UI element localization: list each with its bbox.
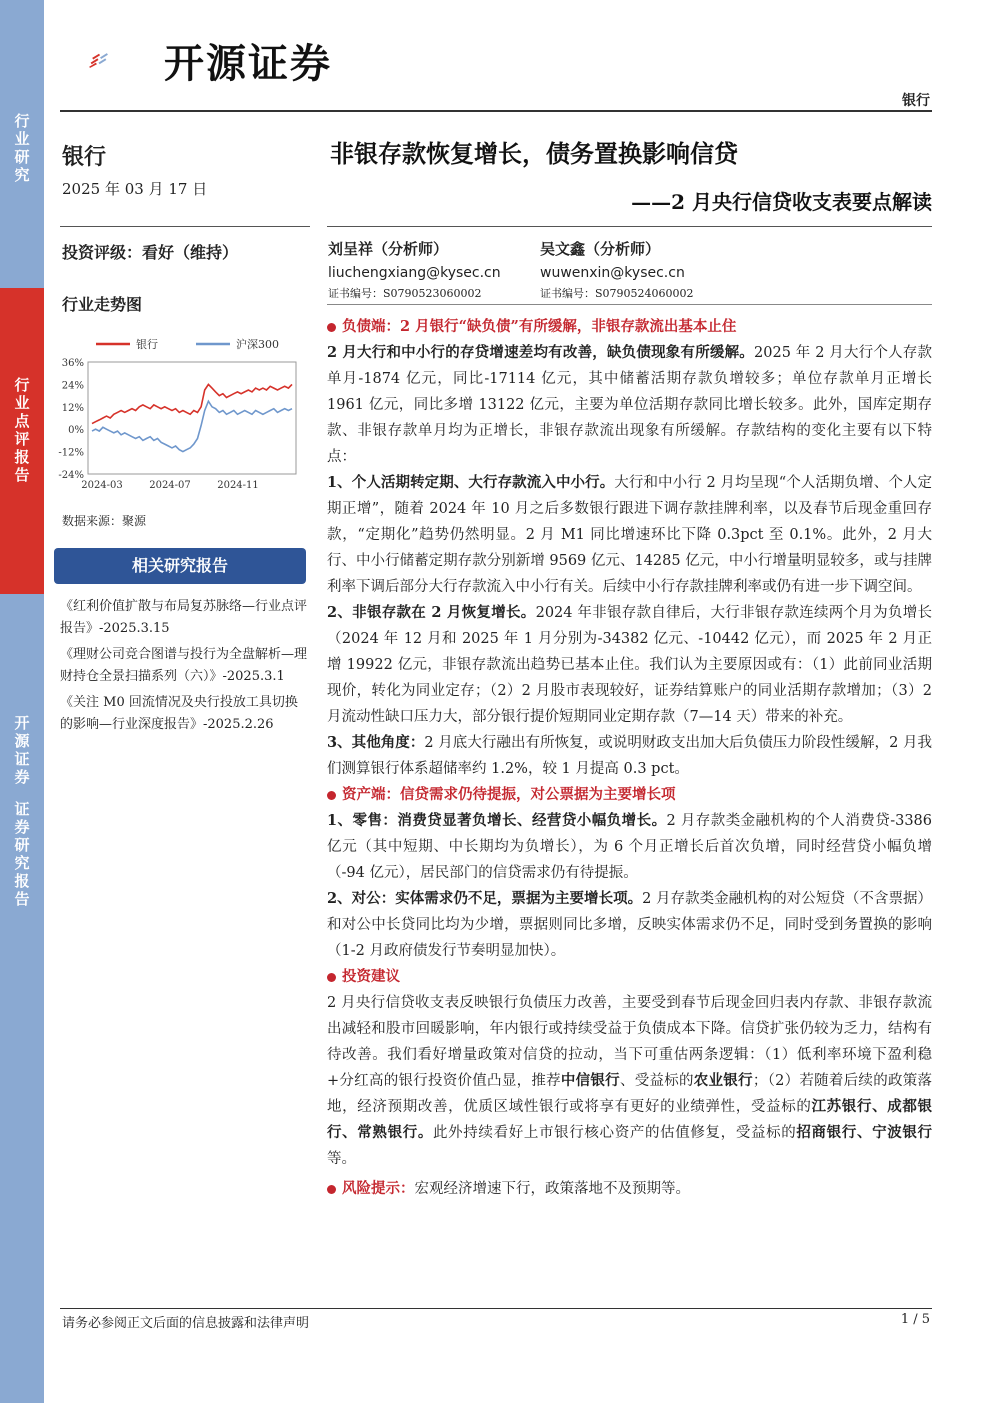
related-report-1[interactable]: 《红利价值扩散与布局复苏脉络—行业点评报告》-2025.3.15 [60, 599, 308, 636]
trend-chart [56, 330, 310, 500]
analyst-rule [327, 304, 932, 305]
section-investment: 投资建议 [327, 964, 932, 990]
sidebar-label-research: 行业研究 [14, 112, 30, 184]
report-subtitle: ——2 月央行信贷收支表要点解读 [631, 190, 932, 214]
paragraph-3: 2、非银存款在 2 月恢复增长。2024 年非银存款自律后，大行非银存款连续两个月为负增长（2024 年 12 月和 2025 年 1 月分别为-34382 亿元、-10442 亿元），而 2025 年 2 月正增 19922 亿元，非银存款流出趋势已基本止住。我们认为主要原因或有：（1）此前同业活期现价，转化为同业定存；（2）2 月股市表现较好，证券结算账户的同业活期存款增加；（3）2 月流动性缺口压力大，部分银行提价短期同业定期存款（7—14 天）带来的补充。 [327, 604, 932, 725]
trend-title: 行业走势图 [62, 295, 143, 314]
analyst-1-email[interactable]: liuchengxiang@kysec.cn [328, 265, 501, 281]
analyst-1-cert: 证书编号：S0790523060002 [328, 287, 482, 300]
related-reports-list [60, 596, 308, 740]
related-reports-banner: 相关研究报告 [54, 548, 306, 584]
analyst-2-cert: 证书编号：S0790524060002 [540, 287, 694, 300]
paragraph-2: 1、个人活期转定期、大行存款流入中小行。大行和中小行 2 月均呈现“个人活期负增、个人定期正增”，随着 2024 年 10 月之后多数银行跟进下调存款挂牌利率，以及春节后现金重回存款，“定期化”趋势仍然明显。2 月 M1 同比增速环比下降 0.3pct 至 0.1%。此外，2 月大行、中小行储蓄定期存款分别新增 9569 亿元、14285 亿元，中小行增量明显较多，或与挂牌利率下调后部分大行存款流入中小行有关。后续中小行存款挂牌利率或仍有进一步下调空间。 [327, 474, 932, 595]
header-category: 银行 [902, 93, 930, 109]
x-tick-label: 2024-11 [217, 480, 259, 491]
paragraph-6: 2、对公：实体需求仍不足，票据为主要增长项。2 月存款类金融机构的对公短贷（不含票据）和对公中长贷同比均为少增，票据则同比多增，反映实体需求仍不足，同时受到务置换的影响（1-2 月政府债发行节奏明显加快）。 [327, 890, 932, 959]
series-line-2 [92, 401, 292, 451]
x-tick-label: 2024-07 [149, 480, 191, 491]
brand-logo-icon [88, 30, 164, 90]
legend-label: 银行 [136, 338, 158, 351]
report-title: 非银存款恢复增长，债务置换影响信贷 [330, 139, 738, 168]
analyst-1 [328, 238, 501, 301]
y-tick-label: 12% [61, 402, 84, 414]
bullet-icon [327, 973, 336, 982]
chart-source: 数据来源：聚源 [62, 514, 147, 528]
section-risk: 风险提示：宏观经济增速下行，政策落地不及预期等。 [327, 1176, 932, 1202]
paragraph-1: 2 月大行和中小行的存贷增速差均有改善，缺负债现象有所缓解。2025 年 2 月大行个人存款单月-1874 亿元，同比-17114 亿元，其中储蓄活期存款负增较多；单位存款单月正增长 1961 亿元，同比多增 13122 亿元，主要为单位活期存款同比增长较多。此外，国库定期存款、非银存款单月均为正增长，非银存款流出现象有所缓解。存款结构的变化主要有以下特点： [327, 344, 932, 465]
footer-rule [60, 1308, 932, 1309]
report-date: 2025 年 03 月 17 日 [62, 180, 208, 198]
y-tick-label: 0% [68, 425, 84, 437]
bullet-icon [327, 1185, 336, 1194]
sidebar-label-report-type: 行业点评报告 [14, 376, 30, 484]
industry-label: 银行 [62, 144, 107, 170]
footer-disclaimer[interactable]: 请务必参阅正文后面的信息披露和法律声明 [62, 1316, 310, 1331]
analyst-2-email[interactable]: wuwenxin@kysec.cn [540, 265, 685, 281]
y-tick-label: -12% [58, 447, 84, 459]
paragraph-7: 2 月央行信贷收支表反映银行负债压力改善，主要受到春节后现金回归表内存款、非银存款流出减轻和股市回暖影响，年内银行或持续受益于负债成本下降。信贷扩张仍较为乏力，结构有待改善。我们看好增量政策对信贷的拉动，当下可重估两条逻辑：（1）低利率环境下盈利稳+分红高的银行投资价值凸显，推荐中信银行、受益标的农业银行；（2）若随着后续的政策落地，经济预期改善，优质区域性银行或将享有更好的业绩弹性，受益标的江苏银行、成都银行、常熟银行。此外持续看好上市银行核心资产的估值修复，受益标的招商银行、宁波银行等。 [327, 995, 933, 1167]
bullet-icon [327, 791, 336, 800]
section-liabilities: 负债端：2 月银行“缺负债”有所缓解，非银存款流出基本止住 [327, 314, 932, 340]
paragraph-5: 1、零售：消费贷显著负增长、经营贷小幅负增长。2 月存款类金融机构的个人消费贷-3386 亿元（其中短期、中长期均为负增长），为 6 个月正增长后首次负增，同时经营贷小幅负增（-94 亿元），居民部门的信贷需求仍有待提振。 [327, 812, 932, 881]
related-report-3[interactable]: 《关注 M0 回流情况及央行投放工具切换的影响—行业深度报告》-2025.2.26 [60, 695, 298, 732]
section-assets: 资产端：信贷需求仍待提振，对公票据为主要增长项 [327, 782, 932, 808]
page-number: 1 / 5 [900, 1312, 930, 1327]
title-rule [327, 226, 932, 227]
sidebar [0, 0, 44, 1403]
investment-rating: 投资评级：看好（维持） [62, 243, 239, 262]
brand-name: 开源证券 [164, 41, 332, 87]
sidebar-label-brand: 开源证券 [14, 714, 30, 786]
y-tick-label: 24% [61, 380, 84, 392]
analyst-1-name: 刘呈祥（分析师） [328, 240, 449, 258]
x-tick-label: 2024-03 [81, 480, 123, 491]
y-tick-label: -24% [58, 470, 84, 481]
legend-label: 沪深300 [236, 338, 279, 351]
y-tick-label: 36% [61, 358, 84, 369]
rule-left-1 [60, 226, 310, 227]
paragraph-4: 3、其他角度：2 月底大行融出有所恢复，或说明财政支出加大后负债压力阶段性缓解，2 月我们测算银行体系超储率约 1.2%，较 1 月提高 0.3 pct。 [327, 734, 932, 777]
related-report-2[interactable]: 《理财公司竞合图谱与投行为全盘解析—理财持仓全景扫描系列（六）》-2025.3.1 [60, 647, 308, 684]
report-body [327, 314, 932, 1202]
chart-frame [88, 362, 296, 474]
series-line-1 [92, 384, 292, 423]
sidebar-label-securities: 证券研究报告 [14, 800, 30, 908]
analyst-2-name: 吴文鑫（分析师） [540, 240, 661, 258]
bullet-icon [327, 323, 336, 332]
analyst-2 [540, 238, 694, 301]
header-rule [60, 110, 932, 112]
